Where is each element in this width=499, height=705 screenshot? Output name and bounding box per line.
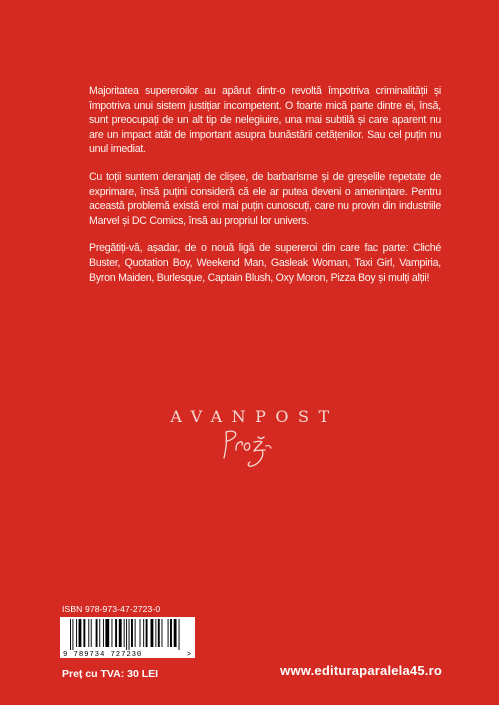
publisher-website[interactable]: www.edituraparalela45.ro — [280, 663, 442, 678]
barcode-bar — [170, 619, 172, 647]
barcode-bar — [103, 619, 104, 647]
blurb-paragraph-1: Majoritatea supereroilor au apărut dintr-o revoltă împotriva criminalității și împotriva unui sistem justițiar incompetent. O foarte mică parte dintre ei, însă, sunt preocupați de un alt tip de nelegiuire, una mai subtilă și care aparent nu are un impact atât de important asupra bunăstării cetățenilor. Sau cel puțin nu unul imediat. — [89, 85, 441, 156]
barcode-bar — [129, 619, 130, 650]
barcode-bar — [151, 619, 154, 647]
barcode-bar — [131, 619, 133, 647]
barcode-bar — [115, 619, 117, 647]
price-label: Preț cu TVA: 30 LEI — [62, 668, 159, 680]
blurb-paragraph-2: Cu toții suntem deranjați de clișee, de barbarisme și de greșelile repetate de exprimare, însă puțini consideră că ele ar putea deveni o amenințare. Pentru această problemă există eroi mai puțin cunoscuți, care nu provin din industriile Marvel și DC Comics, însă au propriul lor univers. — [89, 170, 441, 227]
barcode-bar — [146, 619, 148, 647]
barcode-bar — [72, 619, 73, 650]
barcode-bar — [179, 619, 180, 650]
imprint-name: AVANPOST — [170, 407, 339, 426]
barcode-bar — [79, 619, 82, 647]
barcode-bar — [76, 619, 77, 647]
barcode-bar — [124, 619, 125, 647]
barcode-bar — [111, 619, 112, 647]
barcode-bar — [168, 619, 169, 647]
barcode-bar — [105, 619, 109, 647]
series-signature-logo — [218, 426, 278, 470]
barcode-bar — [143, 619, 144, 647]
isbn-label: ISBN 978-973-47-2723-0 — [62, 604, 161, 614]
barcode-bar — [155, 619, 156, 647]
blurb-paragraph-3: Pregătiți-vă, așadar, de o nouă ligă de supereroi din care fac parte: Cliché Buster, Quotation Boy, Weekend Man, Gasleak Woman, Taxi Girl, Vampiria, Byron Maiden, Burlesque, Captain Blush, Oxy Moron, Pizza Boy și mulți alții! — [89, 242, 441, 284]
barcode-bar — [126, 619, 127, 650]
barcode-bar — [99, 619, 100, 647]
barcode-bar — [119, 619, 122, 647]
barcode-bar — [96, 619, 98, 647]
isbn-barcode — [60, 617, 195, 658]
barcode-bar — [174, 619, 177, 647]
barcode-bar — [70, 619, 71, 650]
barcode-bar — [162, 619, 163, 647]
barcode-bar — [135, 619, 136, 647]
barcode-digits: 9 789734 727230 — [63, 651, 143, 658]
barcode-bar — [88, 619, 89, 647]
barcode-bar — [158, 619, 160, 647]
barcode-bar — [83, 619, 85, 647]
blurb-text — [89, 84, 441, 298]
barcode-arrow: > — [187, 649, 192, 658]
barcode-bar — [140, 619, 141, 647]
barcode-bar — [91, 619, 92, 647]
